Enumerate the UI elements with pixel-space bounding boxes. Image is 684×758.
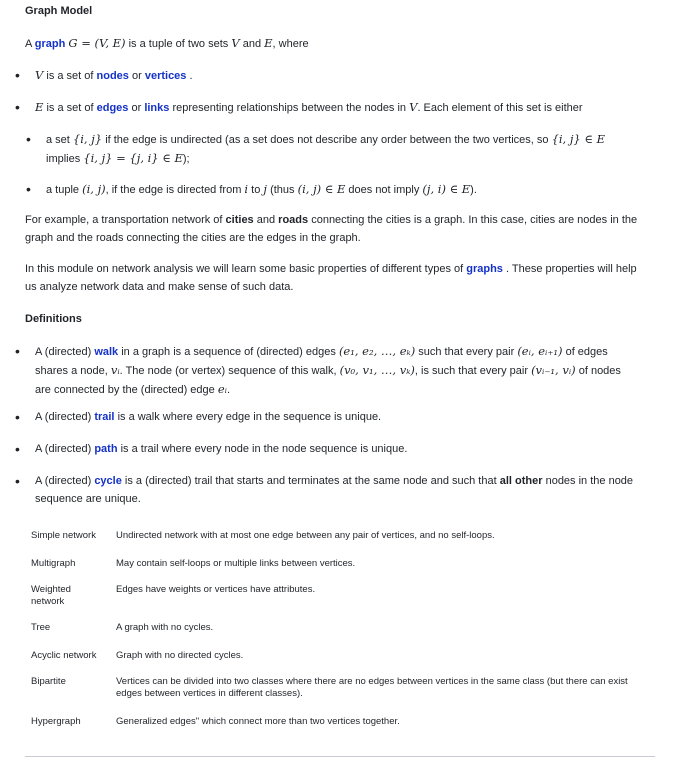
table-cell-name: Hypergraph — [31, 716, 81, 727]
table-cell-name: Weighted network — [31, 584, 71, 607]
table-cell-name: Acyclic network — [31, 650, 97, 661]
table-cell-name: Simple network — [31, 530, 96, 541]
term-cycle: cycle — [94, 475, 122, 487]
bullet-icon: • — [15, 473, 20, 489]
bullet-icon: • — [15, 99, 20, 115]
term-edges: edges — [96, 102, 129, 114]
bullet-icon: • — [26, 131, 31, 147]
intro-paragraph: A graph G = (V, E) is a tuple of two sets V and E, where — [25, 36, 309, 50]
table-cell-desc: Edges have weights or vertices have attributes. — [116, 584, 316, 595]
bullet-text: a set {i, j} if the edge is undirected (as a set does not describe any order between the two vertices, so {i, j} ∈ E implies {i, j} = {j, i} ∈ E); — [46, 132, 605, 165]
term-graphs: graphs — [466, 263, 503, 275]
table-cell-desc: Undirected network with at most one edge between any pair of vertices, and no self-loops. — [116, 530, 495, 541]
definitions-heading: Definitions — [25, 313, 82, 325]
bullet-icon: • — [15, 67, 20, 83]
bullet-icon: • — [26, 181, 31, 197]
term-walk: walk — [94, 346, 119, 358]
term-path: path — [94, 443, 118, 455]
table-cell-name: Tree — [31, 622, 51, 633]
bottom-divider — [25, 756, 655, 757]
bullet-icon: • — [15, 441, 20, 457]
math-graph: G = (V, E) — [68, 36, 126, 50]
page-title: Graph Model — [25, 5, 93, 17]
term-trail: trail — [94, 411, 115, 423]
table-cell-desc: Vertices can be divided into two classes where there are no edges between vertices in the same class (but there can exist edges between vertices in different classes). — [116, 676, 628, 699]
bullet-icon: • — [15, 409, 20, 425]
bullet-text: a tuple (i, j), if the edge is directed from i to j (thus (i, j) ∈ E does not imply (j, i) ∈ E). — [46, 182, 477, 196]
bullet-text: A (directed) trail is a walk where every edge in the sequence is unique. — [35, 411, 382, 423]
table-cell-desc: A graph with no cycles. — [116, 622, 214, 633]
bullet-text: E is a set of edges or links representing relationships between the nodes in V. Each element of this set is either — [35, 100, 583, 114]
example-paragraph: For example, a transportation network of cities and roads connecting the cities is a graph. In this case, cities are nodes in the graph and the roads connecting the cities are the edges in the graph. — [25, 214, 638, 244]
bullet-icon: • — [15, 343, 20, 359]
bullet-text: A (directed) path is a trail where every node in the node sequence is unique. — [35, 443, 408, 455]
table-cell-name: Bipartite — [31, 676, 66, 687]
term-vertices: vertices — [144, 70, 187, 82]
table-cell-desc: May contain self-loops or multiple links between vertices. — [116, 558, 356, 569]
bullet-text: A (directed) walk in a graph is a sequence of (directed) edges (e₁, e₂, …, eₖ) such that every pair (eᵢ, eᵢ₊₁) of edges shares a node, vᵢ. The node (or vertex) sequence of this walk, (v₀, v₁, …, vₖ), is such that every pair (vᵢ₋₁, vᵢ) of nodes are connected by the (directed) edge eᵢ. — [35, 344, 621, 396]
bullet-text: V is a set of nodes or vertices . — [35, 68, 193, 82]
term-nodes: nodes — [96, 70, 129, 82]
term-links: links — [144, 102, 170, 114]
table-cell-desc: Graph with no directed cycles. — [116, 650, 244, 661]
table-cell-name: Multigraph — [31, 558, 76, 569]
module-paragraph: In this module on network analysis we will learn some basic properties of different types of graphs . These properties will help us analyze network data and make sense of such data. — [25, 263, 637, 293]
table-cell-desc: Generalized edges" which connect more than two vertices together. — [116, 716, 400, 727]
bullet-text: A (directed) cycle is a (directed) trail that starts and terminates at the same node and such that all other nodes in the node sequence are unique. — [35, 475, 634, 505]
term-graph: graph — [34, 38, 66, 50]
